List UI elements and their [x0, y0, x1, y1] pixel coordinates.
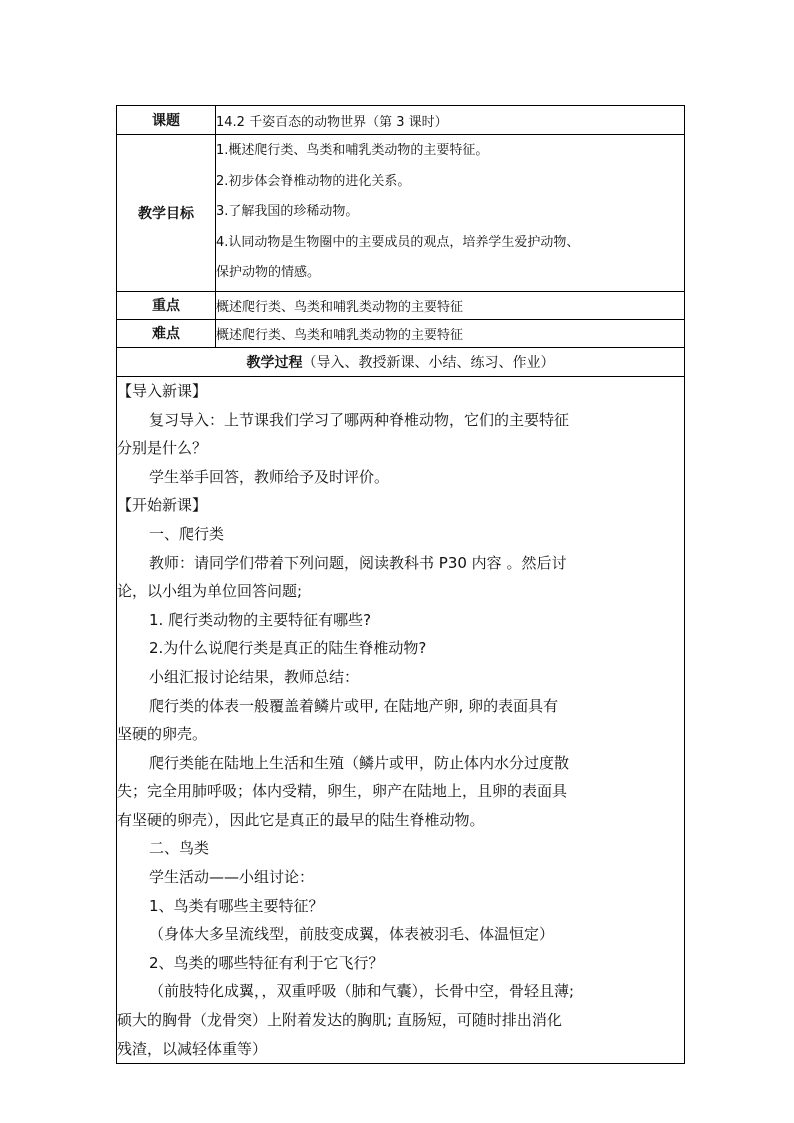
body-line: 学生举手回答，教师给予及时评价。: [149, 467, 390, 486]
topic-value: 14.2 千姿百态的动物世界（第 3 课时）: [216, 106, 685, 135]
answer-line: （前肢特化成翼，，双重呼吸（肺和气囊），长骨中空，骨轻且薄;: [149, 982, 575, 1001]
section-heading: 【导入新课】: [117, 381, 208, 400]
objective-item: 2.初步体会脊椎动物的进化关系。: [216, 173, 411, 189]
objectives-label: 教学目标: [117, 135, 216, 292]
difficult-value: 概述爬行类、鸟类和哺乳类动物的主要特征: [216, 319, 685, 347]
body-line: 论，以小组为单位回答问题;: [117, 582, 303, 601]
answer-line: （身体大多呈流线型，前肢变成翼，体表被羽毛、体温恒定）: [149, 925, 555, 944]
objective-item: 1.概述爬行类、鸟类和哺乳类动物的主要特征。: [216, 143, 489, 158]
objective-item: 4.认同动物是生物圈中的主要成员的观点，培养学生爱护动物、: [216, 234, 580, 250]
body-line: 爬行类能在陆地上生活和生殖（鳞片或甲，防止体内水分过度散: [149, 753, 570, 772]
key-label: 重点: [117, 291, 216, 319]
question-item: 2、鸟类的哪些特征有利于它飞行？: [149, 953, 384, 972]
answer-line: 残渣，以减轻体重等）: [117, 1039, 268, 1058]
body-line: 小组汇报讨论结果，教师总结：: [149, 667, 360, 686]
process-body: [117, 376, 685, 1063]
question-item: 2.为什么说爬行类是真正的陆生脊椎动物?: [149, 639, 427, 658]
difficult-label: 难点: [117, 319, 216, 347]
body-line: 分别是什么？: [117, 439, 208, 458]
body-line: 复习导入：上节课我们学习了哪两种脊椎动物，它们的主要特征: [149, 410, 570, 429]
question-item: 1、鸟类有哪些主要特征？: [149, 896, 324, 915]
body-line: 学生活动——小组讨论：: [149, 868, 315, 887]
subsection-heading: 一、爬行类: [149, 524, 225, 543]
body-line: 教师：请同学们带着下列问题，阅读教科书 P30 内容 。然后讨: [149, 553, 567, 572]
topic-row: [117, 106, 685, 135]
difficult-row: [117, 319, 685, 347]
objective-item: 保护动物的情感。: [216, 265, 321, 281]
process-body-row: [117, 376, 685, 1063]
lesson-plan-table: [116, 105, 685, 1064]
process-header: [117, 347, 685, 376]
process-header-row: [117, 347, 685, 376]
objectives-list: [216, 135, 685, 292]
body-line: 失；完全用肺呼吸；体内受精，卵生，卵产在陆地上，且卵的表面具: [117, 782, 568, 801]
key-value: 概述爬行类、鸟类和哺乳类动物的主要特征: [216, 291, 685, 319]
objectives-row: [117, 135, 685, 292]
topic-label: 课题: [117, 106, 216, 135]
section-heading: 【开始新课】: [117, 496, 208, 515]
body-line: 有坚硬的卵壳），因此它是真正的最早的陆生脊椎动物。: [117, 810, 485, 829]
process-subtitle: （导入、教授新课、小结、练习、作业）: [302, 354, 555, 371]
body-line: 爬行类的体表一般覆盖着鳞片或甲, 在陆地产卵, 卵的表面具有: [149, 696, 559, 715]
objective-item: 3.了解我国的珍稀动物。: [216, 204, 359, 220]
process-title: 教学过程: [246, 354, 303, 371]
subsection-heading: 二、鸟类: [149, 839, 210, 858]
answer-line: 硕大的胸骨（龙骨突）上附着发达的胸肌; 直肠短，可随时排出消化: [117, 1011, 562, 1030]
body-line: 坚硬的卵壳。: [117, 725, 208, 744]
key-row: [117, 291, 685, 319]
question-item: 1. 爬行类动物的主要特征有哪些?: [149, 610, 372, 629]
